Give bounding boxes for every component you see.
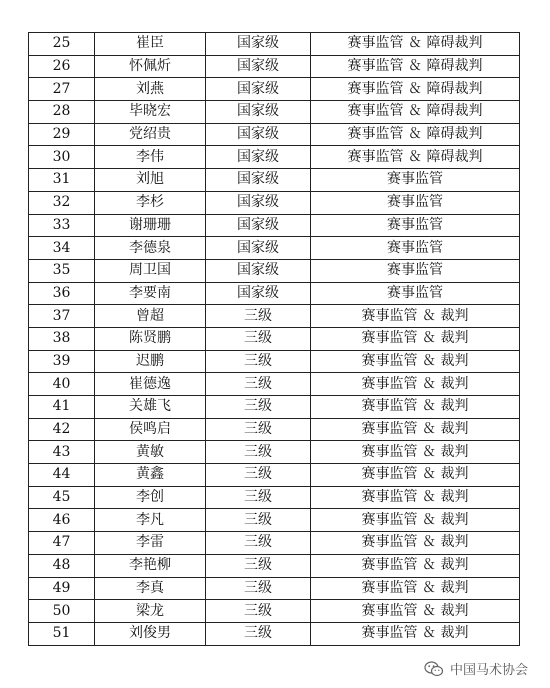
cell-number: 37 <box>29 305 95 328</box>
cell-level: 国家级 <box>206 237 311 260</box>
referee-table <box>28 32 520 646</box>
cell-level: 国家级 <box>206 55 311 78</box>
cell-role: 赛事监管 ＆ 裁判 <box>311 396 520 419</box>
cell-name: 李雷 <box>95 532 206 555</box>
table-row <box>29 327 520 350</box>
cell-name: 李要南 <box>95 282 206 305</box>
cell-name: 李艳柳 <box>95 554 206 577</box>
cell-role: 赛事监管 <box>311 169 520 192</box>
cell-role: 赛事监管 ＆ 障碍裁判 <box>311 146 520 169</box>
cell-number: 28 <box>29 101 95 124</box>
cell-role: 赛事监管 ＆ 裁判 <box>311 305 520 328</box>
table-row <box>29 350 520 373</box>
cell-level: 三级 <box>206 622 311 645</box>
table-row <box>29 282 520 305</box>
cell-name: 谢珊珊 <box>95 214 206 237</box>
cell-number: 41 <box>29 396 95 419</box>
table-row <box>29 509 520 532</box>
cell-number: 27 <box>29 78 95 101</box>
cell-number: 45 <box>29 486 95 509</box>
cell-level: 国家级 <box>206 78 311 101</box>
cell-role: 赛事监管 ＆ 障碍裁判 <box>311 101 520 124</box>
cell-number: 35 <box>29 259 95 282</box>
cell-level: 三级 <box>206 532 311 555</box>
cell-number: 29 <box>29 123 95 146</box>
watermark-text: 中国马术协会 <box>449 663 528 678</box>
cell-name: 侯鸣启 <box>95 418 206 441</box>
cell-number: 43 <box>29 441 95 464</box>
cell-role: 赛事监管 ＆ 裁判 <box>311 350 520 373</box>
cell-role: 赛事监管 ＆ 裁判 <box>311 464 520 487</box>
cell-name: 李德泉 <box>95 237 206 260</box>
table-row <box>29 373 520 396</box>
cell-name: 黄敏 <box>95 441 206 464</box>
cell-name: 刘旭 <box>95 169 206 192</box>
cell-number: 33 <box>29 214 95 237</box>
cell-number: 49 <box>29 577 95 600</box>
cell-name: 崔德逸 <box>95 373 206 396</box>
cell-level: 三级 <box>206 396 311 419</box>
cell-name: 曾超 <box>95 305 206 328</box>
cell-level: 三级 <box>206 441 311 464</box>
cell-role: 赛事监管 ＆ 裁判 <box>311 486 520 509</box>
table-row <box>29 78 520 101</box>
cell-role: 赛事监管 ＆ 障碍裁判 <box>311 55 520 78</box>
cell-level: 三级 <box>206 373 311 396</box>
cell-role: 赛事监管 ＆ 裁判 <box>311 600 520 623</box>
table-row <box>29 237 520 260</box>
cell-number: 40 <box>29 373 95 396</box>
cell-role: 赛事监管 ＆ 裁判 <box>311 418 520 441</box>
table-row <box>29 532 520 555</box>
table-row <box>29 305 520 328</box>
cell-name: 黄鑫 <box>95 464 206 487</box>
cell-name: 怀佩炘 <box>95 55 206 78</box>
table-row <box>29 33 520 56</box>
cell-name: 刘燕 <box>95 78 206 101</box>
cell-name: 李创 <box>95 486 206 509</box>
cell-number: 26 <box>29 55 95 78</box>
cell-number: 36 <box>29 282 95 305</box>
cell-number: 34 <box>29 237 95 260</box>
cell-name: 梁龙 <box>95 600 206 623</box>
referee-table-body <box>29 33 520 646</box>
cell-name: 李杉 <box>95 191 206 214</box>
cell-role: 赛事监管 ＆ 裁判 <box>311 554 520 577</box>
cell-level: 国家级 <box>206 259 311 282</box>
cell-name: 关雄飞 <box>95 396 206 419</box>
cell-role: 赛事监管 ＆ 裁判 <box>311 441 520 464</box>
cell-role: 赛事监管 ＆ 裁判 <box>311 577 520 600</box>
cell-level: 国家级 <box>206 169 311 192</box>
watermark <box>424 659 528 678</box>
cell-name: 迟鹏 <box>95 350 206 373</box>
cell-name: 毕晓宏 <box>95 101 206 124</box>
cell-level: 国家级 <box>206 191 311 214</box>
cell-number: 30 <box>29 146 95 169</box>
cell-role: 赛事监管 ＆ 障碍裁判 <box>311 78 520 101</box>
cell-level: 国家级 <box>206 33 311 56</box>
table-row <box>29 577 520 600</box>
cell-level: 国家级 <box>206 146 311 169</box>
table-row <box>29 418 520 441</box>
table-row <box>29 441 520 464</box>
cell-role: 赛事监管 <box>311 259 520 282</box>
cell-role: 赛事监管 ＆ 障碍裁判 <box>311 33 520 56</box>
cell-number: 39 <box>29 350 95 373</box>
cell-name: 党绍贵 <box>95 123 206 146</box>
cell-name: 崔臣 <box>95 33 206 56</box>
cell-role: 赛事监管 <box>311 282 520 305</box>
table-row <box>29 101 520 124</box>
cell-name: 李伟 <box>95 146 206 169</box>
cell-role: 赛事监管 ＆ 裁判 <box>311 532 520 555</box>
table-row <box>29 123 520 146</box>
cell-level: 三级 <box>206 486 311 509</box>
table-row <box>29 259 520 282</box>
cell-role: 赛事监管 <box>311 237 520 260</box>
cell-level: 国家级 <box>206 123 311 146</box>
cell-level: 三级 <box>206 554 311 577</box>
table-row <box>29 600 520 623</box>
table-row <box>29 396 520 419</box>
table-row <box>29 55 520 78</box>
cell-level: 国家级 <box>206 282 311 305</box>
cell-role: 赛事监管 ＆ 障碍裁判 <box>311 123 520 146</box>
table-row <box>29 146 520 169</box>
cell-name: 陈贤鹏 <box>95 327 206 350</box>
cell-level: 三级 <box>206 577 311 600</box>
cell-name: 李凡 <box>95 509 206 532</box>
table-row <box>29 622 520 645</box>
cell-number: 38 <box>29 327 95 350</box>
cell-number: 46 <box>29 509 95 532</box>
cell-number: 32 <box>29 191 95 214</box>
table-row <box>29 169 520 192</box>
table-row <box>29 486 520 509</box>
cell-level: 三级 <box>206 418 311 441</box>
cell-role: 赛事监管 <box>311 214 520 237</box>
table-row <box>29 464 520 487</box>
cell-level: 三级 <box>206 464 311 487</box>
cell-number: 51 <box>29 622 95 645</box>
cell-name: 李真 <box>95 577 206 600</box>
cell-number: 42 <box>29 418 95 441</box>
cell-name: 周卫国 <box>95 259 206 282</box>
cell-role: 赛事监管 <box>311 191 520 214</box>
cell-role: 赛事监管 ＆ 裁判 <box>311 622 520 645</box>
cell-level: 三级 <box>206 305 311 328</box>
cell-number: 31 <box>29 169 95 192</box>
wechat-icon <box>424 661 444 677</box>
cell-number: 50 <box>29 600 95 623</box>
cell-level: 三级 <box>206 327 311 350</box>
cell-number: 25 <box>29 33 95 56</box>
cell-number: 48 <box>29 554 95 577</box>
cell-role: 赛事监管 ＆ 裁判 <box>311 327 520 350</box>
cell-level: 国家级 <box>206 101 311 124</box>
cell-role: 赛事监管 ＆ 裁判 <box>311 373 520 396</box>
cell-number: 47 <box>29 532 95 555</box>
cell-level: 三级 <box>206 600 311 623</box>
table-row <box>29 554 520 577</box>
table-row <box>29 214 520 237</box>
cell-level: 三级 <box>206 509 311 532</box>
cell-level: 三级 <box>206 350 311 373</box>
table-row <box>29 191 520 214</box>
cell-name: 刘俊男 <box>95 622 206 645</box>
cell-role: 赛事监管 ＆ 裁判 <box>311 509 520 532</box>
cell-level: 国家级 <box>206 214 311 237</box>
cell-number: 44 <box>29 464 95 487</box>
